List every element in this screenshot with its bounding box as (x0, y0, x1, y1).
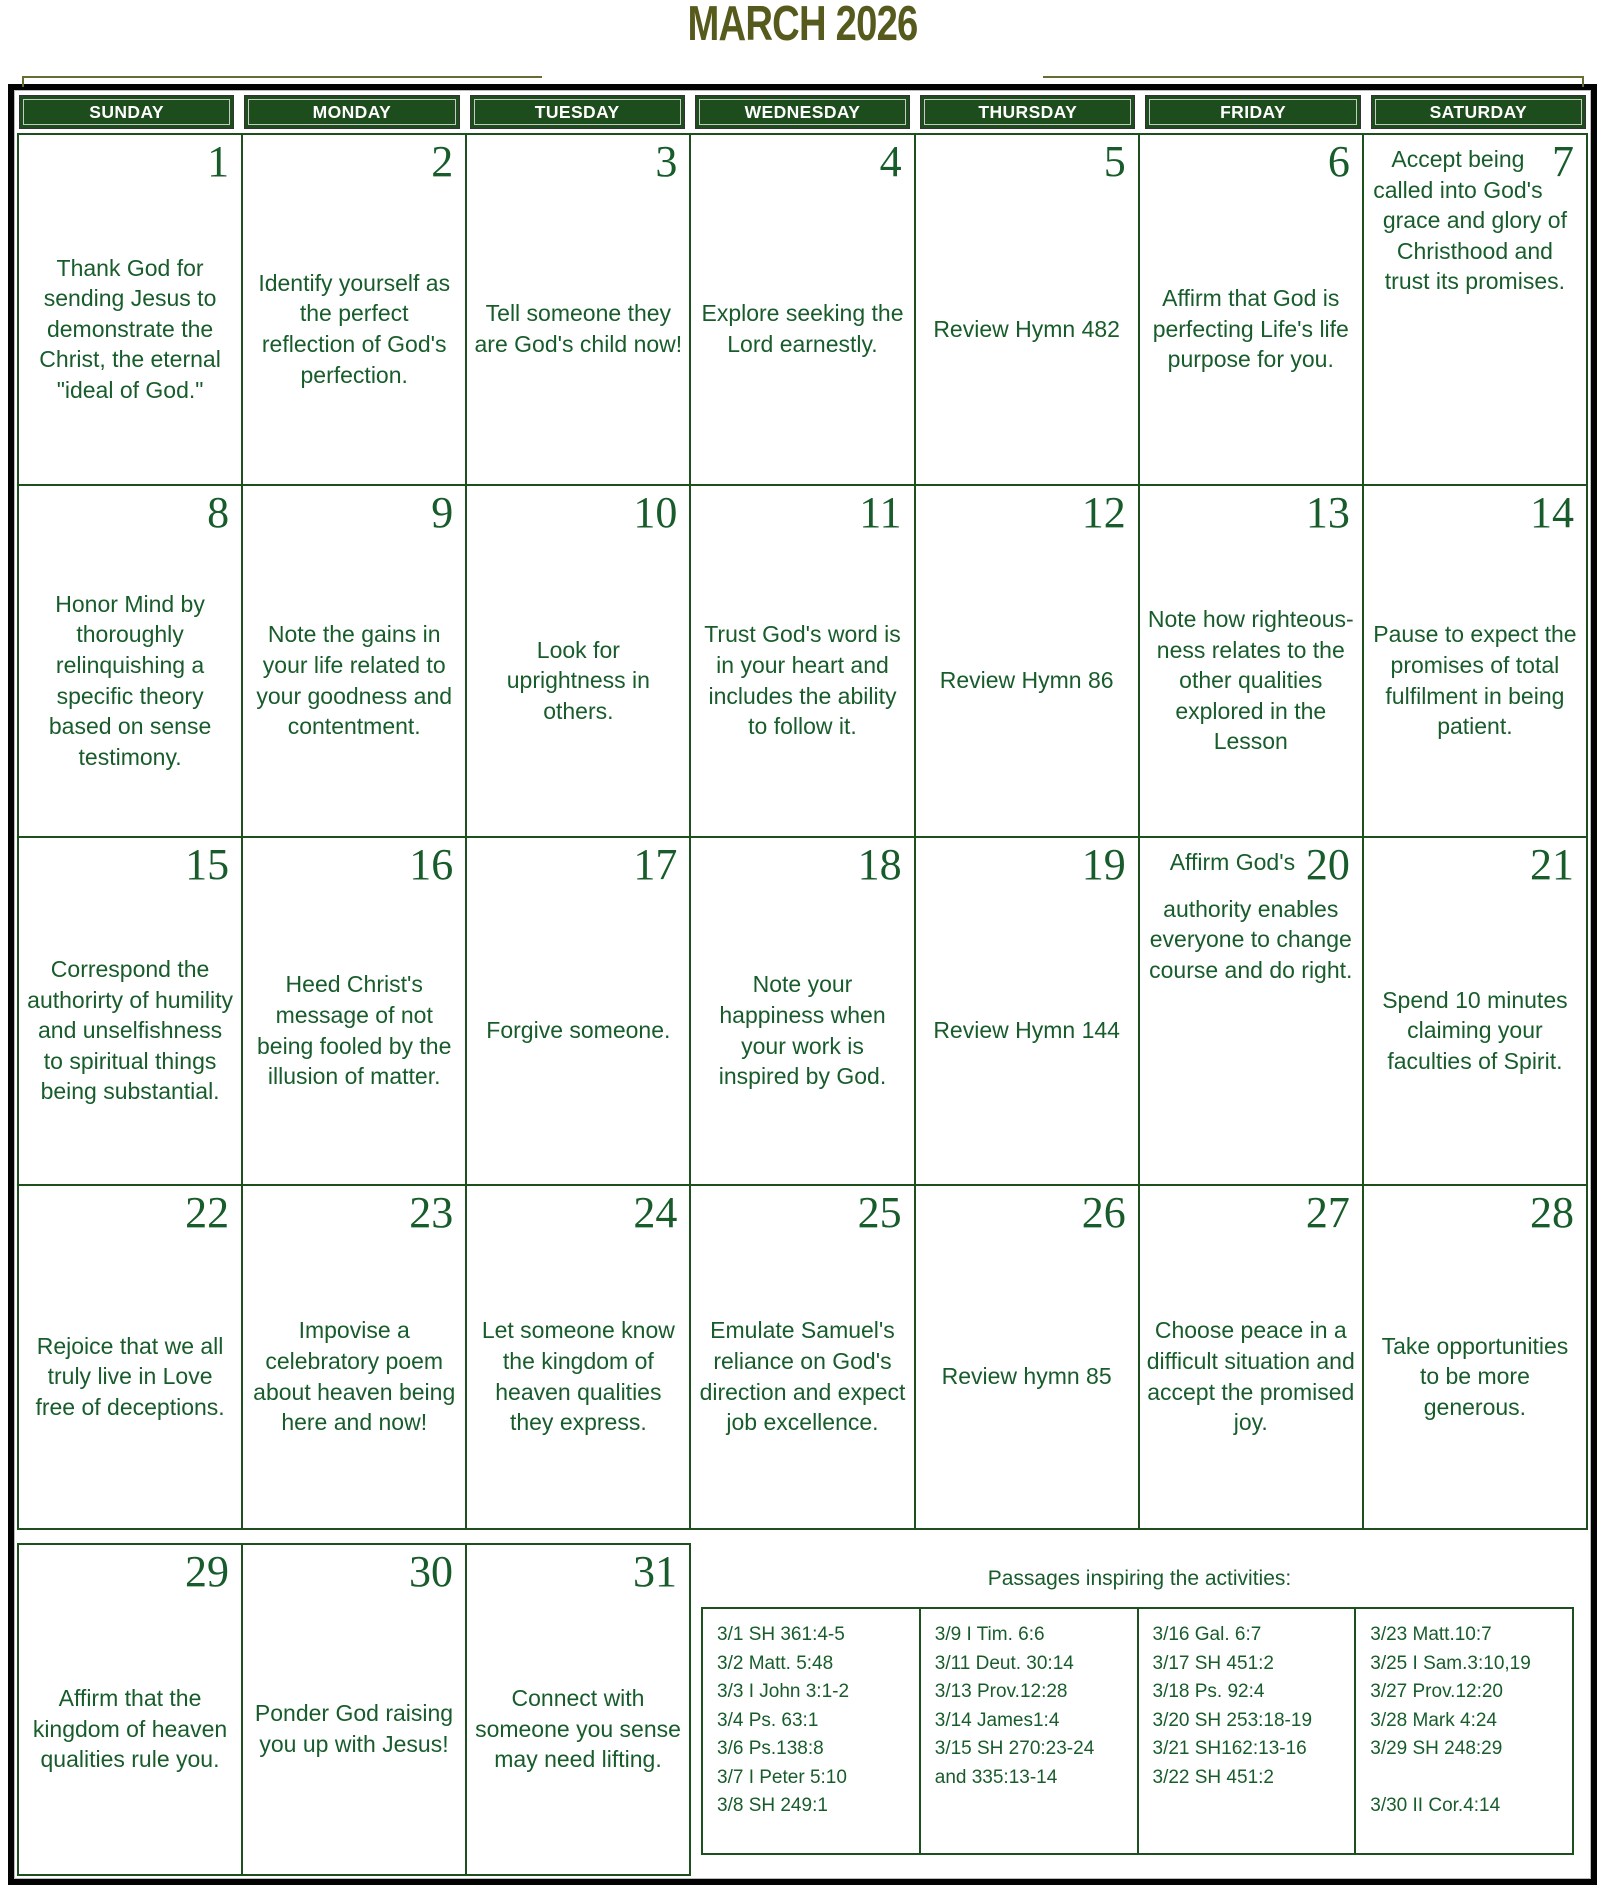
day-activity-text: Forgive someone. (486, 1017, 671, 1044)
passage-entry: 3/14 James1:4 (934, 1709, 1060, 1731)
day-cell-24 (467, 1186, 689, 1528)
passage-box-1 (701, 1607, 921, 1855)
passage-entry: 3/8 SH 249:1 (717, 1795, 828, 1816)
title-frame-line-left (22, 76, 542, 87)
calendar-last-row (17, 1543, 1588, 1876)
weekday-header-sunday: SUNDAY (19, 95, 234, 129)
passage-entry: 3/25 I Sam.3:10,19 (1370, 1652, 1531, 1674)
day-activity-text: Thank God for sending Jesus to demonstrate the Christ, the eternal "ideal of God." (39, 254, 221, 403)
day-number: 18 (857, 840, 902, 889)
passage-entry: 3/29 SH 248:29 (1370, 1738, 1503, 1759)
day-activity-text: Review Hymn 482 (933, 315, 1120, 342)
day-cell-10 (467, 486, 689, 836)
page-title: MARCH 2026 (687, 0, 918, 51)
weekday-header-thursday: THURSDAY (920, 95, 1135, 129)
day-cell-11 (691, 486, 913, 836)
day-activity-text: Rejoice that we all truly live in Love free of deceptions. (35, 1332, 225, 1420)
passage-entry: 3/28 Mark 4:24 (1370, 1709, 1497, 1731)
day-activity-text: Affirm that the kingdom of heaven qualities rule you. (32, 1685, 228, 1773)
day-cell-3 (467, 135, 689, 484)
day-cell-8 (19, 486, 241, 836)
day-activity-text: Look for uprightness in others. (506, 636, 650, 724)
day-activity-text: Ponder God raising you up with Jesus! (254, 1700, 454, 1757)
day-number: 5 (1103, 137, 1126, 186)
day-activity-text: Connect with someone you sense may need lifting. (475, 1685, 681, 1773)
passage-entry: 3/7 I Peter 5:10 (717, 1766, 847, 1788)
passage-entry: 3/23 Matt.10:7 (1370, 1624, 1492, 1645)
passage-entry: 3/11 Deut. 30:14 (934, 1652, 1074, 1674)
day-activity-text: authority enables everyone to change course and do right. (1149, 895, 1353, 983)
day-number: 22 (185, 1188, 230, 1237)
day-cell-16 (243, 838, 465, 1184)
day-number: 30 (409, 1547, 453, 1596)
day-activity-text: Note the gains in your life related to your goodness and contentment. (256, 621, 453, 740)
day-number: 20 (1305, 840, 1350, 889)
day-number: 26 (1081, 1188, 1126, 1237)
day-number: 8 (207, 488, 230, 537)
weekday-header-monday: MONDAY (244, 95, 459, 129)
passage-entry: 3/6 Ps.138:8 (717, 1738, 824, 1759)
day-number: 24 (633, 1188, 678, 1237)
day-number: 23 (409, 1188, 454, 1237)
day-number: 16 (409, 840, 454, 889)
day-activity-text: Correspond the authorirty of humility and unselfishness to spiritual things being substantial. (27, 956, 233, 1105)
day-number: 21 (1529, 840, 1574, 889)
passage-box-4 (1354, 1607, 1574, 1855)
day-cell-13 (1140, 486, 1362, 836)
day-cell-2 (243, 135, 465, 484)
day-cell-17 (467, 838, 689, 1184)
passage-entry: 3/4 Ps. 63:1 (717, 1709, 819, 1731)
calendar-table (8, 84, 1597, 1885)
day-cell-28 (1364, 1186, 1586, 1528)
day-cell-18 (691, 838, 913, 1184)
day-cell-15 (19, 838, 241, 1184)
day-number: 29 (185, 1547, 229, 1596)
passage-entry: 3/13 Prov.12:28 (934, 1681, 1068, 1702)
day-cell-4 (691, 135, 913, 484)
day-cell-25 (691, 1186, 913, 1528)
day-number: 17 (633, 840, 678, 889)
day-number: 31 (633, 1547, 677, 1596)
day-activity-text: Choose peace in a difficult situation and accept the promised joy. (1146, 1317, 1355, 1436)
day-activity-text: Tell someone they are God's child now! (474, 300, 683, 357)
day-activity-text: Let someone know the kingdom of heaven qualities they express. (481, 1317, 675, 1436)
day-number: 28 (1529, 1188, 1574, 1237)
day-activity-text: Identify yourself as the perfect reflection of God's perfection. (258, 269, 451, 388)
passage-entry: 3/17 SH 451:2 (1152, 1652, 1274, 1674)
passage-box-2 (919, 1607, 1139, 1855)
weekday-header-friday: FRIDAY (1145, 95, 1360, 129)
day-activity-text: Affirm God's (1169, 849, 1296, 875)
calendar-grid (17, 133, 1588, 1530)
day-number: 13 (1305, 488, 1350, 537)
day-cell-23 (243, 1186, 465, 1528)
day-activity-text: Affirm that God is perfecting Life's life purpose for you. (1152, 285, 1349, 373)
day-cell-14 (1364, 486, 1586, 836)
day-activity-text: Impovise a celebratory poem about heaven being here and now! (253, 1317, 456, 1436)
day-cell-19 (916, 838, 1138, 1184)
day-number: 12 (1081, 488, 1126, 537)
day-activity-text: Accept being called into God's grace and glory of Christhood and trust its promises. (1373, 146, 1567, 295)
day-cell-30 (241, 1543, 467, 1876)
page-header (0, 0, 1605, 84)
day-activity-text: Explore seeking the Lord earnestly. (701, 300, 904, 357)
passage-entry: 3/2 Matt. 5:48 (717, 1652, 834, 1674)
day-number: 14 (1529, 488, 1574, 537)
day-activity-text: Note how righteous- ness relates to the other qualities explored in the Lesson (1147, 606, 1354, 755)
day-number: 27 (1305, 1188, 1350, 1237)
day-activity-text: Emulate Samuel's reliance on God's direction and expect job excellence. (699, 1317, 906, 1436)
day-number: 7 (1551, 137, 1574, 186)
weekday-header-wednesday: WEDNESDAY (695, 95, 910, 129)
day-activity-text: Honor Mind by thoroughly relinquishing a specific theory based on sense testimony. (48, 590, 212, 770)
weekday-header-tuesday: TUESDAY (470, 95, 685, 129)
day-cell-31 (465, 1543, 691, 1876)
day-cell-9 (243, 486, 465, 836)
passage-box-3 (1137, 1607, 1357, 1855)
day-number: 15 (185, 840, 230, 889)
day-activity-text: Review Hymn 144 (933, 1017, 1120, 1044)
day-cell-29 (17, 1543, 243, 1876)
day-activity-text: Heed Christ's message of not being fooled by the illusion of matter. (257, 971, 452, 1090)
weekday-header-saturday: SATURDAY (1371, 95, 1586, 129)
day-activity-text: Trust God's word is in your heart and includes the ability to follow it. (704, 621, 901, 740)
passage-entry: 3/3 I John 3:1-2 (717, 1681, 850, 1702)
day-cell-20 (1140, 838, 1362, 1184)
day-number: 1 (207, 137, 230, 186)
day-number: 10 (633, 488, 678, 537)
passage-entry: 3/1 SH 361:4-5 (717, 1624, 845, 1645)
day-activity-text: Spend 10 minutes claiming your faculties of Spirit. (1382, 986, 1568, 1074)
day-cell-27 (1140, 1186, 1362, 1528)
passages-title: Passages inspiring the activities: (987, 1567, 1292, 1590)
passage-entry: 3/9 I Tim. 6:6 (934, 1624, 1045, 1645)
day-cell-5 (916, 135, 1138, 484)
passage-entry: 3/15 SH 270:23-24 and 335:13-14 (934, 1738, 1095, 1788)
day-cell-21 (1364, 838, 1586, 1184)
passage-entry: 3/16 Gal. 6:7 (1152, 1624, 1262, 1645)
passages-section (691, 1543, 1588, 1876)
day-cell-12 (916, 486, 1138, 836)
day-cell-6 (1140, 135, 1362, 484)
weekday-header-row (19, 95, 1586, 129)
passage-entry: 3/21 SH162:13-16 (1152, 1738, 1307, 1759)
day-activity-text: Take opportunities to be more generous. (1381, 1332, 1569, 1420)
day-cell-7 (1364, 135, 1586, 484)
day-number: 4 (879, 137, 902, 186)
day-number: 11 (859, 488, 902, 537)
day-activity-text: Review Hymn 86 (939, 667, 1114, 694)
day-number: 3 (655, 137, 678, 186)
passage-entry: 3/22 SH 451:2 (1152, 1766, 1274, 1788)
day-number: 6 (1327, 137, 1350, 186)
day-cell-26 (916, 1186, 1138, 1528)
passage-boxes (701, 1607, 1574, 1855)
day-number: 19 (1081, 840, 1126, 889)
title-frame-line-right (1043, 76, 1584, 87)
day-activity-text: Note your happiness when your work is inspired by God. (718, 971, 887, 1090)
day-cell-1 (19, 135, 241, 484)
passage-entry: 3/27 Prov.12:20 (1370, 1681, 1503, 1702)
day-cell-22 (19, 1186, 241, 1528)
passage-entry: 3/20 SH 253:18-19 (1152, 1709, 1313, 1731)
day-number: 2 (431, 137, 454, 186)
day-number: 25 (857, 1188, 902, 1237)
passage-entry: 3/18 Ps. 92:4 (1152, 1681, 1265, 1702)
passage-entry: 3/30 II Cor.4:14 (1370, 1795, 1501, 1816)
day-number: 9 (431, 488, 454, 537)
passage-entry (1370, 1764, 1566, 1793)
day-activity-text: Pause to expect the promises of total fulfilment in being patient. (1373, 621, 1577, 740)
day-activity-text: Review hymn 85 (941, 1363, 1112, 1390)
